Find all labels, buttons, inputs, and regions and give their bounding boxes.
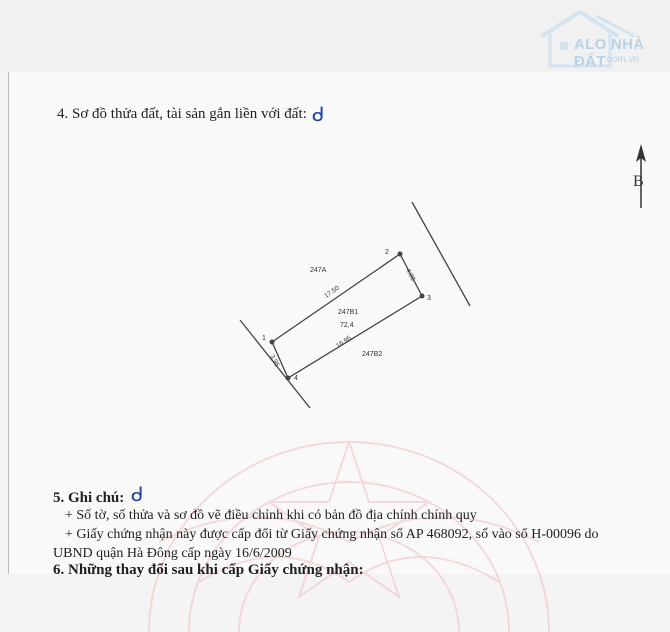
neighbor-parcel-label: 247B2 (362, 351, 383, 358)
boundary-line (412, 202, 470, 306)
handwritten-mark: ᑯ (312, 102, 325, 126)
point-label: 1 (262, 335, 266, 342)
parcel-sketch (230, 190, 490, 430)
section-5-heading: 5. Ghi chú: (53, 490, 125, 506)
note-line: + Giấy chứng nhận này được cấp đổi từ Giấy chứng nhận số AP 468092, số vào sổ H-00096 do (65, 527, 599, 542)
watermark-logo (536, 8, 666, 68)
section-4-heading: 4. Sơ đồ thửa đất, tài sản gắn liền với đất: (57, 106, 307, 122)
edge-length-label: 17.50 (323, 284, 341, 300)
parcel-number-label: 247B1 (338, 309, 359, 316)
parcel-outline (272, 254, 422, 378)
neighbor-parcel-label: 247A (310, 267, 327, 274)
point-label: 2 (385, 249, 389, 256)
note-line: + Số tờ, số thửa và sơ đồ vẽ điều chỉnh khi có bản đồ địa chính chính quy (65, 508, 477, 523)
parcel-area-label: 72,4 (340, 322, 354, 329)
north-label: B (633, 173, 644, 190)
watermark-domain: .com.vn (604, 54, 640, 65)
watermark-brand: ALO NHÀ ĐẤT (574, 36, 645, 70)
north-arrow-icon (628, 140, 654, 212)
point-label: 4 (294, 375, 298, 382)
section-6-heading: 6. Những thay đổi sau khi cấp Giấy chứng nhận: (53, 562, 364, 578)
note-line: UBND quận Hà Đông cấp ngày 16/6/2009 (53, 546, 292, 561)
handwritten-mark: ᑯ (131, 482, 144, 506)
point-label: 3 (427, 295, 431, 302)
edge-length-label: 4.08 (404, 267, 417, 283)
edge-length-label: 16.95 (335, 334, 353, 350)
edge-length-label: 3.95 (268, 353, 281, 369)
